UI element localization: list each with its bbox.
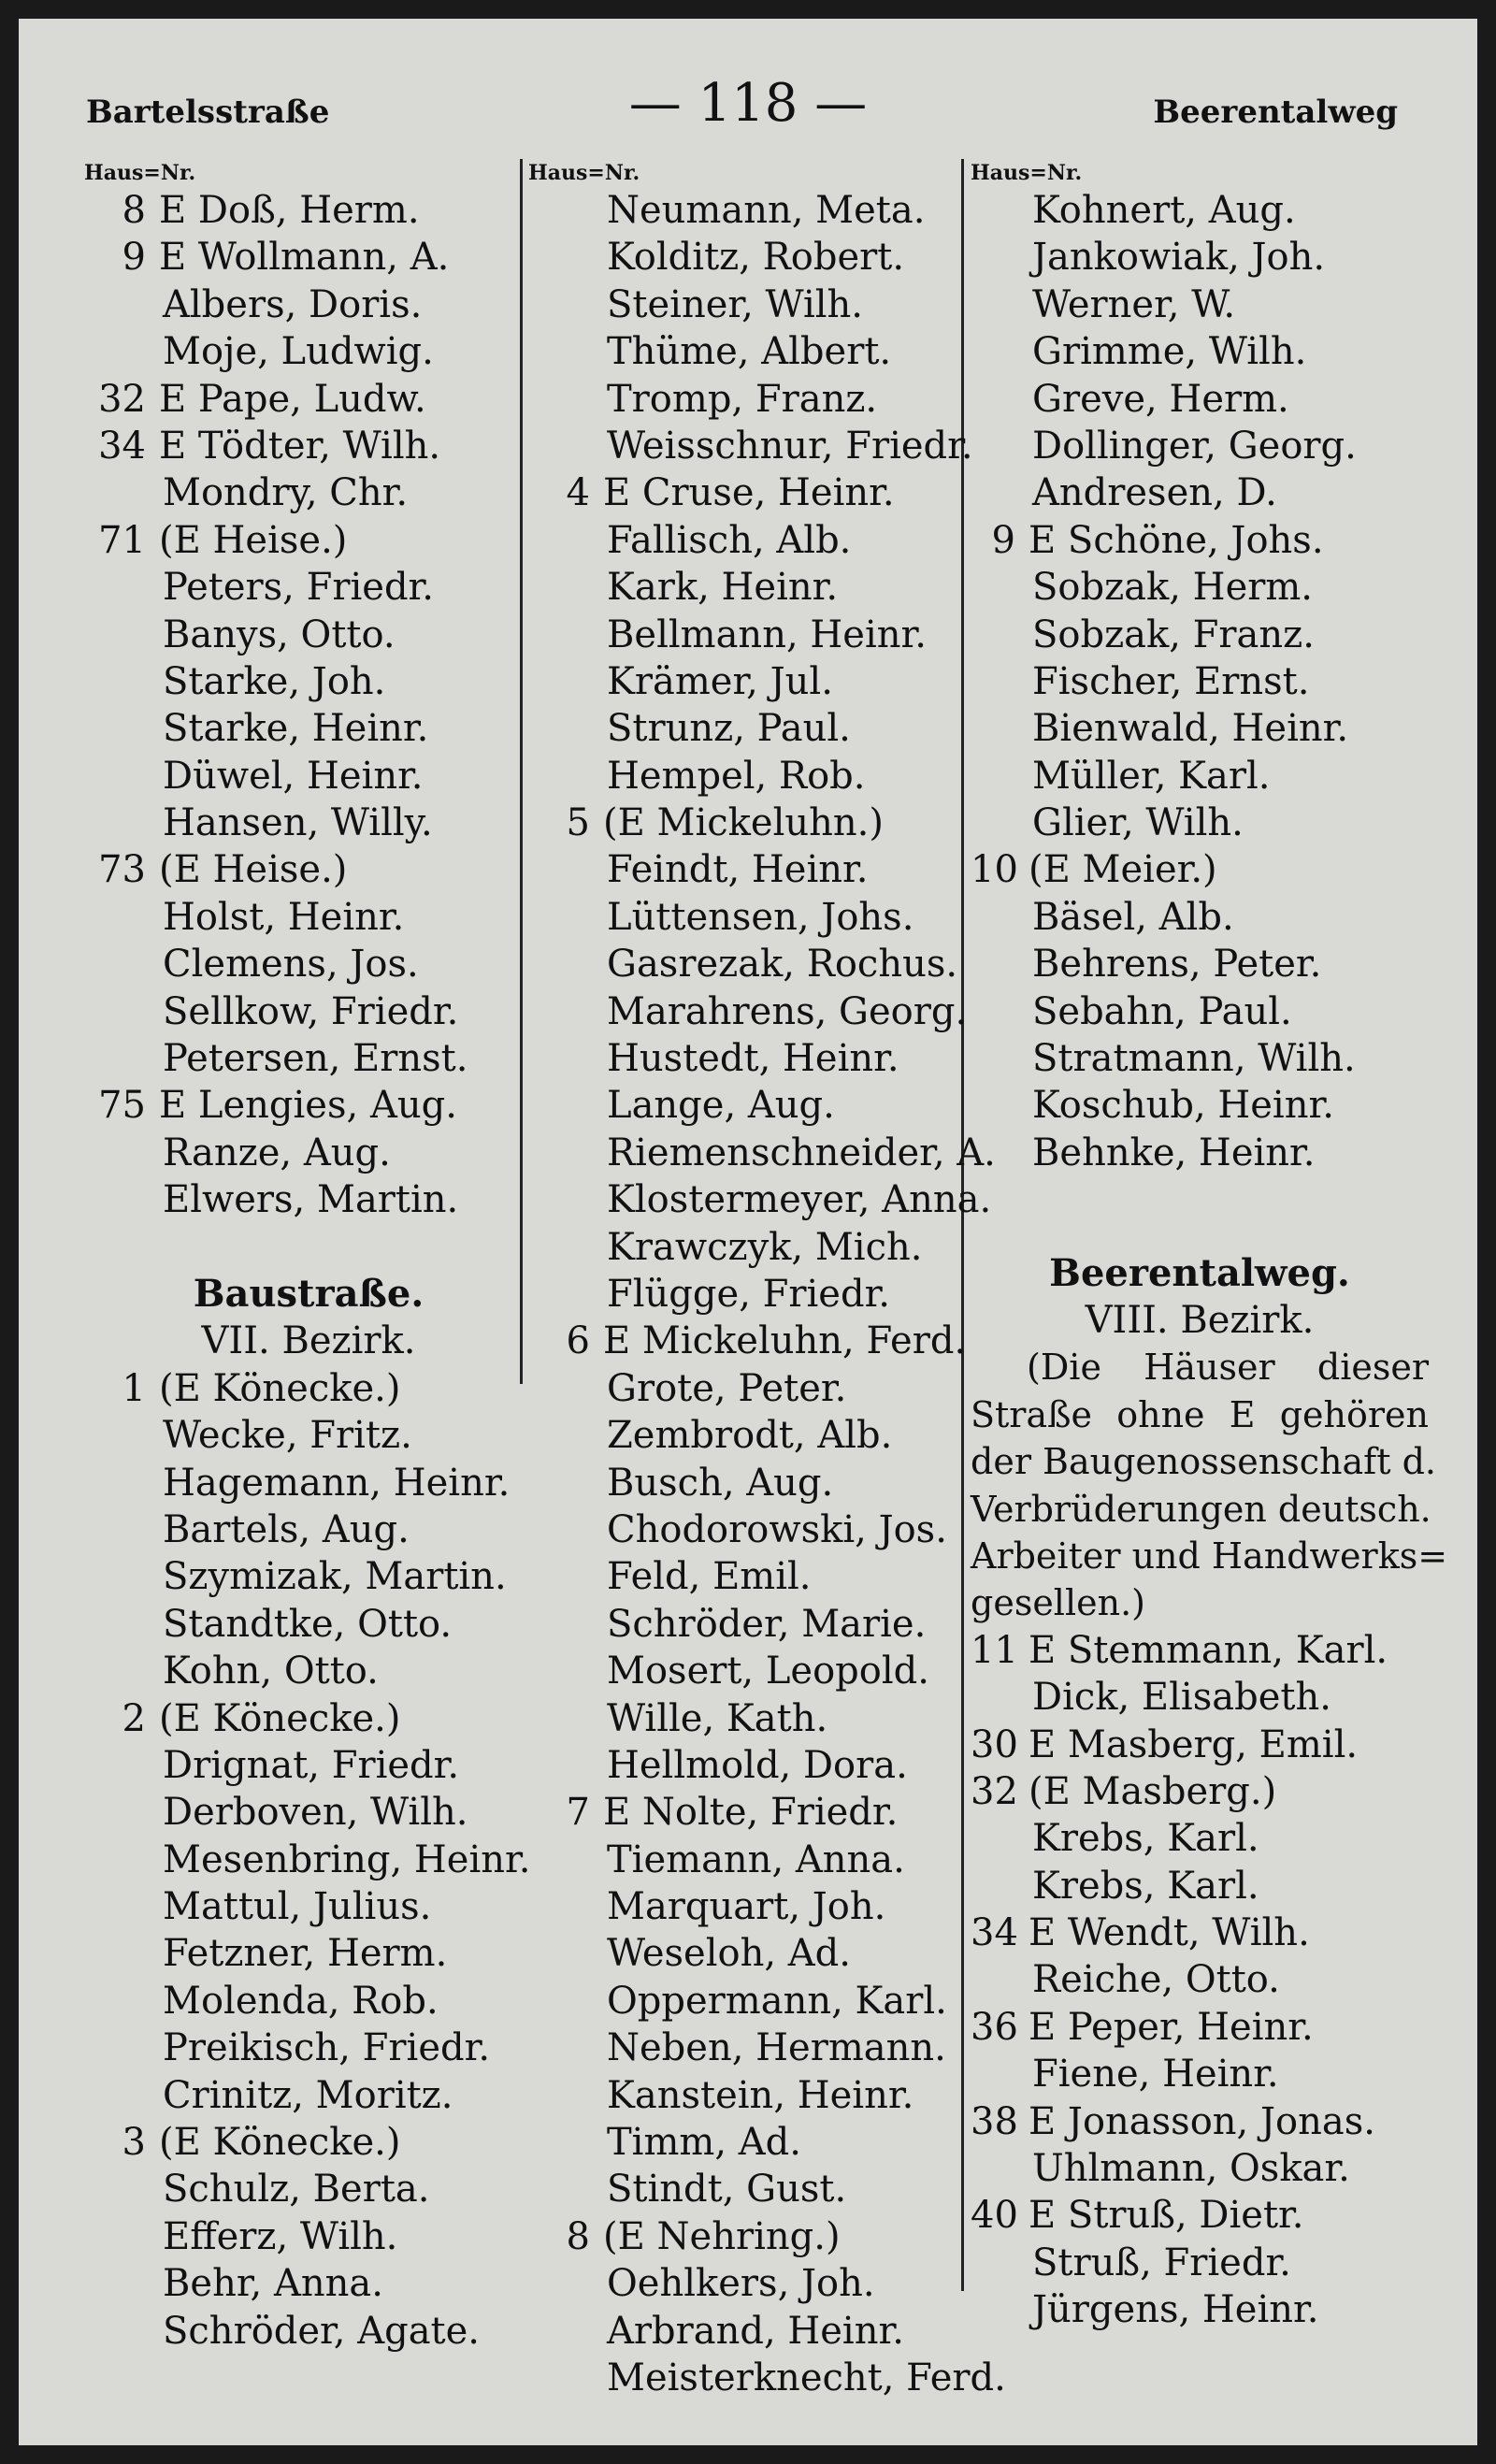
directory-entry xyxy=(84,469,533,516)
resident-name: (E Könecke.) xyxy=(159,2121,401,2165)
resident-name: (E Könecke.) xyxy=(159,1366,401,1410)
directory-entry xyxy=(84,941,533,987)
resident-name: (E Masberg.) xyxy=(1028,1769,1277,1813)
resident-name: Dollinger, Georg. xyxy=(1032,424,1357,468)
street-note-line: Arbeiter und Handwerks= xyxy=(971,1535,1448,1577)
directory-entry xyxy=(84,2166,533,2212)
resident-name: Mosert, Leopold. xyxy=(607,1650,929,1693)
district-subheading: VIII. Bezirk. xyxy=(1085,1298,1315,1342)
directory-entry xyxy=(528,2025,972,2071)
directory-entry xyxy=(528,281,972,328)
directory-entry xyxy=(84,281,533,328)
directory-entry xyxy=(84,1742,533,1789)
resident-name: Neben, Hermann. xyxy=(607,2026,946,2070)
directory-entry xyxy=(528,753,972,800)
directory-entry xyxy=(84,564,533,611)
resident-name: Szymizak, Martin. xyxy=(163,1555,507,1599)
directory-entry xyxy=(84,1930,533,1977)
resident-name: Chodorowski, Jos. xyxy=(607,1507,947,1551)
resident-name: Krämer, Jul. xyxy=(607,659,833,703)
resident-name: Müller, Karl. xyxy=(1032,754,1271,798)
directory-entry xyxy=(528,1789,972,1836)
directory-entry xyxy=(971,705,1429,752)
directory-entry xyxy=(528,1365,972,1412)
resident-name: Krawczyk, Mich. xyxy=(607,1225,923,1269)
resident-name: Koschub, Heinr. xyxy=(1032,1084,1334,1128)
resident-name: Lange, Aug. xyxy=(607,1084,835,1128)
district-subheading: VII. Bezirk. xyxy=(201,1319,416,1363)
directory-entry xyxy=(528,1506,972,1553)
directory-entry xyxy=(84,1130,533,1176)
directory-entry xyxy=(971,564,1429,611)
directory-entry xyxy=(971,988,1429,1035)
resident-name: Flügge, Friedr. xyxy=(607,1272,891,1316)
directory-entry xyxy=(528,2072,972,2119)
directory-entry xyxy=(84,2213,533,2260)
resident-name: (E Mickeluhn.) xyxy=(603,801,884,845)
directory-entry xyxy=(971,800,1429,846)
resident-name: Moje, Ludwig. xyxy=(163,330,434,374)
resident-name: (E Nehring.) xyxy=(603,2214,841,2258)
directory-entry xyxy=(84,1789,533,1836)
resident-name: Zembrodt, Alb. xyxy=(607,1414,893,1458)
page-number: — 118 — xyxy=(628,73,868,134)
house-number: 6 xyxy=(566,1319,590,1363)
directory-entry xyxy=(528,423,972,469)
directory-entry xyxy=(971,423,1429,469)
resident-name: Klostermeyer, Anna. xyxy=(607,1178,992,1222)
directory-entry xyxy=(528,2260,972,2307)
resident-name: E Schöne, Johs. xyxy=(1028,518,1324,562)
street-heading: Baustraße. xyxy=(193,1271,424,1316)
resident-name: Andresen, D. xyxy=(1032,471,1277,515)
resident-name: Fischer, Ernst. xyxy=(1032,659,1310,703)
directory-entry xyxy=(528,1695,972,1742)
resident-name: Bartels, Aug. xyxy=(163,1507,410,1551)
directory-entry xyxy=(528,234,972,281)
resident-name: Sobzak, Herm. xyxy=(1032,566,1313,610)
resident-name: Düwel, Heinr. xyxy=(163,754,424,798)
directory-entry xyxy=(84,2072,533,2119)
resident-name: (E Meier.) xyxy=(1028,848,1217,892)
resident-name: E Struß, Dietr. xyxy=(1028,2194,1304,2238)
resident-name: Ranze, Aug. xyxy=(163,1131,391,1174)
resident-name: Lüttensen, Johs. xyxy=(607,895,914,939)
resident-name: Molenda, Rob. xyxy=(163,1979,439,2023)
directory-entry xyxy=(971,1863,1429,1909)
resident-name: Dick, Elisabeth. xyxy=(1032,1676,1331,1720)
directory-entry xyxy=(971,1082,1429,1129)
header-right-street: Beerentalweg xyxy=(1153,94,1398,131)
directory-entry xyxy=(971,2240,1429,2286)
house-number: 9 xyxy=(122,236,146,280)
resident-name: E Lengies, Aug. xyxy=(159,1084,457,1128)
resident-name: Drignat, Friedr. xyxy=(163,1743,460,1787)
resident-name: Behrens, Peter. xyxy=(1032,943,1322,987)
resident-name: Werner, W. xyxy=(1032,282,1236,326)
resident-name: Marahrens, Georg. xyxy=(607,989,968,1033)
directory-entry xyxy=(528,517,972,564)
spacer xyxy=(971,1176,1429,1223)
resident-name: Sobzak, Franz. xyxy=(1032,612,1315,656)
resident-name: E Jonasson, Jonas. xyxy=(1028,2099,1375,2143)
resident-name: Kanstein, Heinr. xyxy=(607,2073,914,2117)
resident-name: (E Heise.) xyxy=(159,848,348,892)
resident-name: Schröder, Agate. xyxy=(163,2309,481,2353)
directory-entry xyxy=(528,988,972,1035)
directory-entry xyxy=(528,894,972,941)
street-note-line: gesellen.) xyxy=(971,1582,1145,1624)
resident-name: Schröder, Marie. xyxy=(607,1602,927,1646)
resident-name: Grimme, Wilh. xyxy=(1032,330,1307,374)
resident-name: Banys, Otto. xyxy=(163,612,396,656)
spacer xyxy=(84,1224,533,1271)
resident-name: Neumann, Meta. xyxy=(607,189,926,232)
directory-entry xyxy=(84,1365,533,1412)
directory-entry xyxy=(84,1553,533,1600)
directory-entry xyxy=(971,1768,1429,1815)
house-number: 73 xyxy=(98,848,146,892)
directory-entry xyxy=(971,1909,1429,1956)
resident-name: Hagemann, Heinr. xyxy=(163,1461,511,1505)
directory-entry xyxy=(84,753,533,800)
street-heading: Beerentalweg. xyxy=(1049,1250,1350,1295)
resident-name: Albers, Doris. xyxy=(163,282,423,326)
resident-name: Arbrand, Heinr. xyxy=(607,2309,904,2353)
directory-entry xyxy=(84,1460,533,1506)
column-3 xyxy=(971,159,1448,2334)
directory-entry xyxy=(971,469,1429,516)
directory-entry xyxy=(84,1035,533,1082)
directory-entry xyxy=(84,894,533,941)
directory-entry xyxy=(528,1412,972,1459)
directory-entry xyxy=(528,1553,972,1600)
resident-name: Oehlkers, Joh. xyxy=(607,2262,875,2306)
house-number: 32 xyxy=(98,377,146,421)
resident-name: E Doß, Herm. xyxy=(159,189,420,232)
directory-entry xyxy=(528,800,972,846)
resident-name: Hellmold, Dora. xyxy=(607,1743,908,1787)
street-note-line: Verbrüderungen deutsch. xyxy=(971,1488,1431,1530)
directory-entry xyxy=(84,234,533,281)
directory-entry xyxy=(971,1956,1429,2003)
directory-entry xyxy=(84,517,533,564)
resident-name: E Masberg, Emil. xyxy=(1028,1722,1359,1766)
resident-name: Riemenschneider, A. xyxy=(607,1131,996,1174)
directory-entry xyxy=(971,328,1429,375)
directory-entry xyxy=(528,1176,992,1223)
directory-entry xyxy=(528,2119,972,2166)
directory-entry xyxy=(84,1695,533,1742)
resident-name: Hustedt, Heinr. xyxy=(607,1037,899,1081)
directory-page xyxy=(19,19,1477,2445)
directory-entry xyxy=(971,517,1429,564)
resident-name: Weseloh, Ad. xyxy=(607,1932,851,1976)
resident-name: (E Heise.) xyxy=(159,518,348,562)
resident-name: Bäsel, Alb. xyxy=(1032,895,1234,939)
resident-name: Standtke, Otto. xyxy=(163,1602,453,1646)
house-number: 30 xyxy=(971,1722,1018,1766)
directory-entry xyxy=(528,1601,972,1648)
house-number: 9 xyxy=(991,518,1015,562)
header-left-street: Bartelsstraße xyxy=(86,94,330,131)
directory-entry xyxy=(528,1978,972,2025)
house-number: 34 xyxy=(98,424,146,468)
directory-entry xyxy=(84,1082,533,1129)
directory-entry xyxy=(971,2004,1429,2051)
directory-entry xyxy=(971,376,1429,423)
resident-name: Stindt, Gust. xyxy=(607,2168,847,2212)
directory-entry xyxy=(528,376,972,423)
resident-name: Sellkow, Friedr. xyxy=(163,989,459,1033)
directory-entry xyxy=(971,187,1429,234)
directory-entry xyxy=(528,1271,972,1318)
resident-name: E Nolte, Friedr. xyxy=(603,1791,899,1835)
directory-entry xyxy=(971,1627,1429,1674)
resident-name: Oppermann, Karl. xyxy=(607,1979,947,2023)
resident-name: Steiner, Wilh. xyxy=(607,282,864,326)
resident-name: Meisterknecht, Ferd. xyxy=(607,2356,1006,2399)
directory-entry xyxy=(84,1176,533,1223)
directory-entry xyxy=(84,2308,533,2355)
directory-entry xyxy=(84,328,533,375)
house-number: 5 xyxy=(566,801,590,845)
column-1 xyxy=(84,159,533,2355)
directory-entry xyxy=(84,658,533,705)
directory-entry xyxy=(528,1082,972,1129)
house-number: 3 xyxy=(122,2121,146,2165)
house-number-label: Haus=Nr. xyxy=(971,161,1083,185)
resident-name: Thüme, Albert. xyxy=(607,330,892,374)
resident-name: E Cruse, Heinr. xyxy=(603,471,895,515)
street-note-line: der Baugenossenschaft d. xyxy=(971,1441,1436,1483)
resident-name: Glier, Wilh. xyxy=(1032,801,1244,845)
resident-name: Clemens, Jos. xyxy=(163,943,419,987)
directory-entry xyxy=(84,1978,533,2025)
directory-entry xyxy=(84,1412,533,1459)
directory-entry xyxy=(971,658,1429,705)
directory-entry xyxy=(528,187,972,234)
house-number: 1 xyxy=(122,1366,146,1410)
directory-entry xyxy=(971,281,1429,328)
directory-entry xyxy=(528,1648,972,1694)
resident-name: Bellmann, Heinr. xyxy=(607,612,927,656)
directory-entry xyxy=(971,846,1429,893)
directory-entry xyxy=(528,2308,972,2355)
resident-name: Peters, Friedr. xyxy=(163,566,434,610)
directory-entry xyxy=(528,1742,972,1789)
directory-entry xyxy=(84,1506,533,1553)
house-number: 40 xyxy=(971,2194,1018,2238)
house-number-label: Haus=Nr. xyxy=(528,161,640,185)
house-number: 32 xyxy=(971,1769,1018,1813)
house-number: 10 xyxy=(971,848,1018,892)
resident-name: Schulz, Berta. xyxy=(163,2168,430,2212)
resident-name: Greve, Herm. xyxy=(1032,377,1289,421)
directory-entry xyxy=(528,564,972,611)
resident-name: Feld, Emil. xyxy=(607,1555,812,1599)
directory-entry xyxy=(528,2166,972,2212)
resident-name: Fallisch, Alb. xyxy=(607,518,852,562)
resident-name: Marquart, Joh. xyxy=(607,1885,886,1929)
directory-entry xyxy=(84,1837,533,1883)
resident-name: Sebahn, Paul. xyxy=(1032,989,1292,1033)
resident-name: Struß, Friedr. xyxy=(1032,2241,1291,2284)
directory-entry xyxy=(528,1224,972,1271)
resident-name: Petersen, Ernst. xyxy=(163,1037,468,1081)
resident-name: E Mickeluhn, Ferd. xyxy=(603,1319,967,1363)
house-number-label: Haus=Nr. xyxy=(84,161,196,185)
directory-entry xyxy=(84,1648,533,1694)
running-head xyxy=(19,56,1477,140)
resident-name: E Stemmann, Karl. xyxy=(1028,1628,1388,1672)
resident-name: Tromp, Franz. xyxy=(607,377,878,421)
resident-name: Bienwald, Heinr. xyxy=(1032,707,1349,751)
directory-entry xyxy=(971,2098,1429,2145)
resident-name: Starke, Joh. xyxy=(163,659,386,703)
directory-entry xyxy=(84,705,533,752)
directory-entry xyxy=(528,658,972,705)
directory-entry xyxy=(971,234,1429,281)
resident-name: Crinitz, Moritz. xyxy=(163,2073,453,2117)
directory-entry xyxy=(971,894,1429,941)
directory-entry xyxy=(971,1722,1429,1768)
resident-name: Feindt, Heinr. xyxy=(607,848,869,892)
directory-entry xyxy=(84,2119,533,2166)
directory-entry xyxy=(528,705,972,752)
resident-name: Hansen, Willy. xyxy=(163,801,433,845)
resident-name: Uhlmann, Oskar. xyxy=(1032,2147,1350,2191)
directory-entry xyxy=(84,1601,533,1648)
directory-entry xyxy=(971,1674,1429,1721)
directory-entry xyxy=(84,187,533,234)
house-number: 8 xyxy=(566,2214,590,2258)
house-number: 7 xyxy=(566,1791,590,1835)
resident-name: Jürgens, Heinr. xyxy=(1032,2288,1319,2332)
house-number: 71 xyxy=(98,518,146,562)
resident-name: Elwers, Martin. xyxy=(163,1178,459,1222)
directory-entry xyxy=(971,753,1429,800)
directory-entry xyxy=(528,2213,972,2260)
directory-entry xyxy=(528,1318,972,1364)
street-note-line: (Die Häuser dieser xyxy=(1027,1347,1429,1389)
directory-entry xyxy=(971,2051,1429,2097)
directory-entry xyxy=(528,1460,972,1506)
resident-name: Derboven, Wilh. xyxy=(163,1791,468,1835)
directory-entry xyxy=(971,2286,1429,2333)
directory-entry xyxy=(971,1815,1429,1862)
resident-name: Holst, Heinr. xyxy=(163,895,405,939)
directory-entry xyxy=(528,612,972,658)
resident-name: Wille, Kath. xyxy=(607,1696,828,1740)
house-number: 75 xyxy=(98,1084,146,1128)
resident-name: E Wollmann, A. xyxy=(159,236,450,280)
directory-entry xyxy=(84,800,533,846)
directory-entry xyxy=(971,1035,1429,1082)
resident-name: Grote, Peter. xyxy=(607,1366,847,1410)
resident-name: Jankowiak, Joh. xyxy=(1032,236,1326,280)
resident-name: Wecke, Fritz. xyxy=(163,1414,412,1458)
resident-name: Stratmann, Wilh. xyxy=(1032,1037,1356,1081)
resident-name: Kohnert, Aug. xyxy=(1032,189,1296,232)
directory-entry xyxy=(971,612,1429,658)
resident-name: E Tödter, Wilh. xyxy=(159,424,441,468)
resident-name: Tiemann, Anna. xyxy=(607,1837,905,1881)
resident-name: Busch, Aug. xyxy=(607,1461,834,1505)
resident-name: Preikisch, Friedr. xyxy=(163,2026,491,2070)
resident-name: Fiene, Heinr. xyxy=(1032,2053,1279,2097)
resident-name: Mondry, Chr. xyxy=(163,471,409,515)
directory-entry xyxy=(84,846,533,893)
resident-name: Efferz, Wilh. xyxy=(163,2214,398,2258)
directory-entry xyxy=(971,2192,1429,2239)
directory-entry xyxy=(84,1883,533,1930)
house-number: 36 xyxy=(971,2005,1018,2049)
directory-entry xyxy=(84,988,533,1035)
resident-name: Kolditz, Robert. xyxy=(607,236,905,280)
resident-name: Starke, Heinr. xyxy=(163,707,429,751)
directory-entry xyxy=(528,1837,972,1883)
directory-entry xyxy=(528,1930,972,1977)
resident-name: Mattul, Julius. xyxy=(163,1885,432,1929)
house-number: 4 xyxy=(566,471,590,515)
house-number: 38 xyxy=(971,2099,1018,2143)
resident-name: Timm, Ad. xyxy=(607,2121,801,2165)
directory-entry xyxy=(528,846,972,893)
house-number: 11 xyxy=(971,1628,1018,1672)
directory-entry xyxy=(528,2355,1006,2401)
resident-name: Krebs, Karl. xyxy=(1032,1817,1259,1861)
resident-name: Weisschnur, Friedr. xyxy=(607,424,973,468)
directory-entry xyxy=(84,2025,533,2071)
directory-entry xyxy=(528,328,972,375)
directory-entry xyxy=(84,612,533,658)
resident-name: Hempel, Rob. xyxy=(607,754,866,798)
directory-entry xyxy=(528,1035,972,1082)
directory-entry xyxy=(84,376,533,423)
directory-entry xyxy=(528,469,972,516)
resident-name: Behr, Anna. xyxy=(163,2262,383,2306)
street-note-line: Straße ohne E gehören xyxy=(971,1393,1429,1435)
resident-name: Strunz, Paul. xyxy=(607,707,851,751)
resident-name: E Pape, Ludw. xyxy=(159,377,426,421)
resident-name: E Wendt, Wilh. xyxy=(1028,1911,1310,1955)
directory-entry xyxy=(971,1130,1429,1176)
resident-name: E Peper, Heinr. xyxy=(1028,2005,1314,2049)
resident-name: Kohn, Otto. xyxy=(163,1650,379,1693)
directory-entry xyxy=(528,1130,996,1176)
directory-entry xyxy=(528,941,972,987)
spacer xyxy=(971,1224,1429,1250)
resident-name: Reiche, Otto. xyxy=(1032,1958,1280,2002)
house-number: 8 xyxy=(122,189,146,232)
resident-name: Kark, Heinr. xyxy=(607,566,839,610)
house-number: 2 xyxy=(122,1696,146,1740)
directory-entry xyxy=(971,941,1429,987)
house-number: 34 xyxy=(971,1911,1018,1955)
resident-name: Fetzner, Herm. xyxy=(163,1932,448,1976)
resident-name: Krebs, Karl. xyxy=(1032,1864,1259,1908)
resident-name: Behnke, Heinr. xyxy=(1032,1131,1316,1174)
directory-entry xyxy=(84,2260,533,2307)
resident-name: (E Könecke.) xyxy=(159,1696,401,1740)
directory-entry xyxy=(528,1883,972,1930)
directory-entry xyxy=(84,423,533,469)
resident-name: Gasrezak, Rochus. xyxy=(607,943,958,987)
resident-name: Mesenbring, Heinr. xyxy=(163,1837,531,1881)
directory-entry xyxy=(971,2145,1429,2192)
